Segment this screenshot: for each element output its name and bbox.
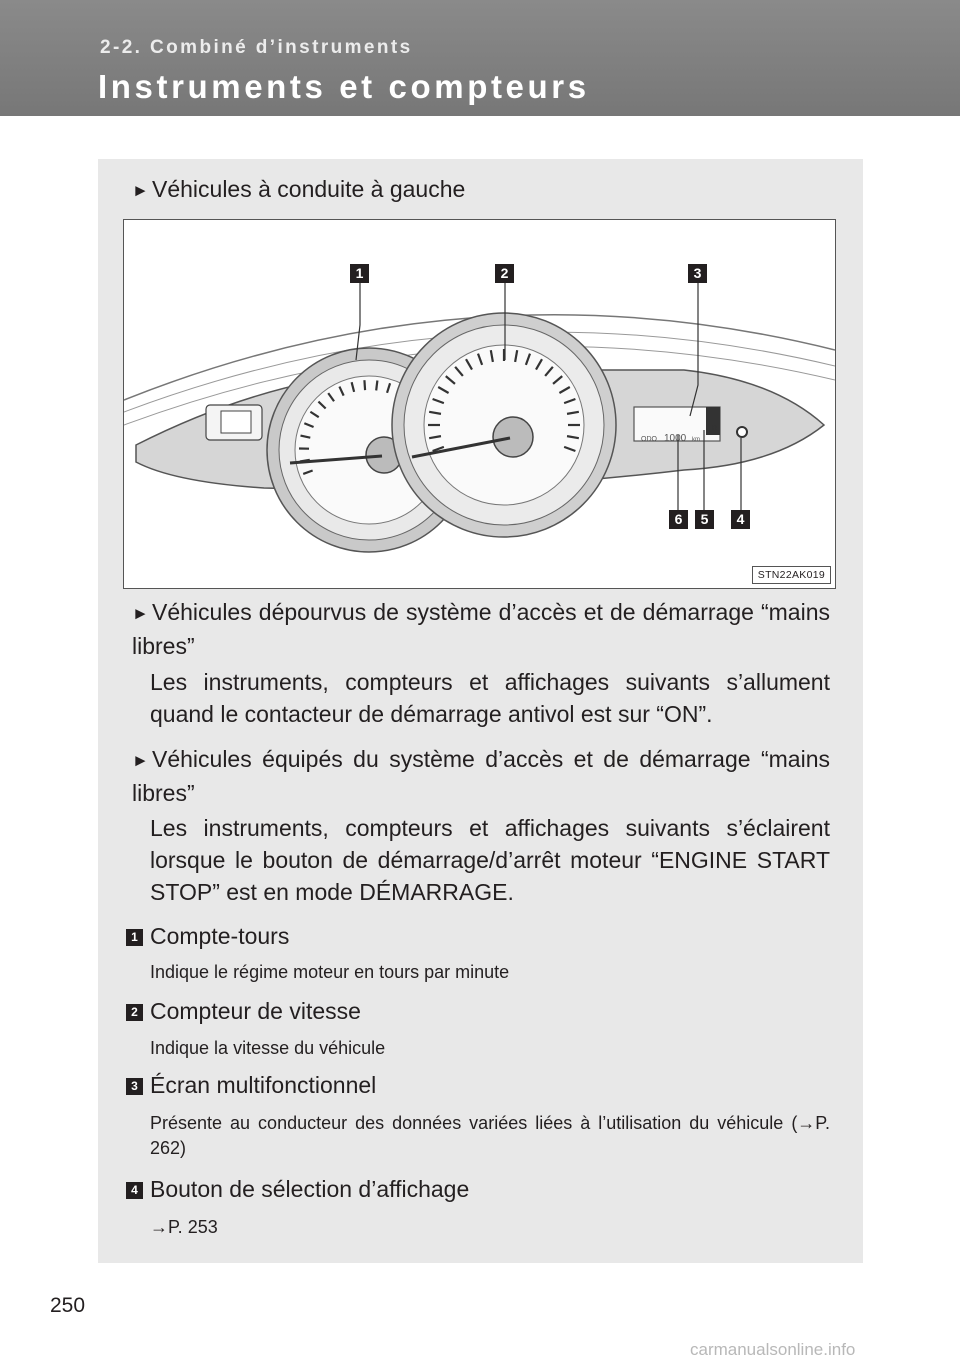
arrow-icon: ► (132, 604, 149, 623)
figure-heading-text: Véhicules à conduite à gauche (152, 176, 466, 202)
display-readout: 1000 (664, 433, 687, 444)
arrow-icon: ► (132, 751, 149, 770)
item-description: Indique la vitesse du véhicule (150, 1038, 386, 1058)
display-unit: km (692, 437, 700, 443)
display-select-button (737, 427, 747, 437)
item-description: Présente au conducteur des données variées liées à l’utilisation du véhicule (→P. 262) (150, 1113, 830, 1158)
callout-badge: 1 (350, 264, 369, 283)
callout-badge: 2 (495, 264, 514, 283)
note-title (132, 596, 830, 662)
arrow-icon: ► (132, 181, 149, 200)
item-description: →P. 253 (150, 1217, 218, 1237)
callout-badge: 3 (688, 264, 707, 283)
item-description: Indique le régime moteur en tours par minute (150, 962, 510, 982)
note-title-text: Véhicules dépourvus de système d’accès et de démarrage “mains libres” (132, 599, 830, 659)
note-title-text: Véhicules équipés du système d’accès et de démarrage “mains libres” (132, 746, 830, 806)
item-badge: 3 (126, 1078, 143, 1095)
odo-label: ODO (641, 436, 657, 443)
page-number: 250 (50, 1294, 86, 1317)
item-title: Écran multifonctionnel (150, 1072, 377, 1098)
gauge-tick (376, 381, 377, 391)
note-body: Les instruments, compteurs et affichages suivants s’allument quand le contacteur de démarrage antivol est sur “ON”. (150, 669, 830, 727)
range-label: R (712, 425, 718, 432)
item-badge: 2 (126, 1004, 143, 1021)
page-title: Instruments et compteurs (98, 68, 590, 105)
callout-badge: 6 (669, 510, 688, 529)
figure-heading (132, 173, 830, 207)
item-badge: 4 (126, 1182, 143, 1199)
gauge-tick (364, 380, 365, 390)
instrument-cluster-figure (123, 219, 836, 589)
callout-badge: 5 (695, 510, 714, 529)
page-header (0, 0, 960, 116)
item-badge: 1 (126, 929, 143, 946)
watermark: carmanualsonline.info (690, 1340, 856, 1359)
section-label: 2-2. Combiné d’instruments (100, 37, 413, 58)
item-title: Bouton de sélection d’affichage (150, 1176, 470, 1202)
item-title: Compteur de vitesse (150, 998, 361, 1024)
note-body: Les instruments, compteurs et affichages suivants s’éclairent lorsque le bouton de démarrage/d’arrêt moteur “ENGINE START STOP” est en mode DÉMARRAGE. (150, 815, 830, 905)
instrument-cluster-drawing (124, 220, 835, 588)
callout-badge: 4 (731, 510, 750, 529)
item-title: Compte-tours (150, 923, 290, 949)
figure-code: STN22AK019 (752, 566, 831, 584)
note-title (132, 743, 830, 809)
